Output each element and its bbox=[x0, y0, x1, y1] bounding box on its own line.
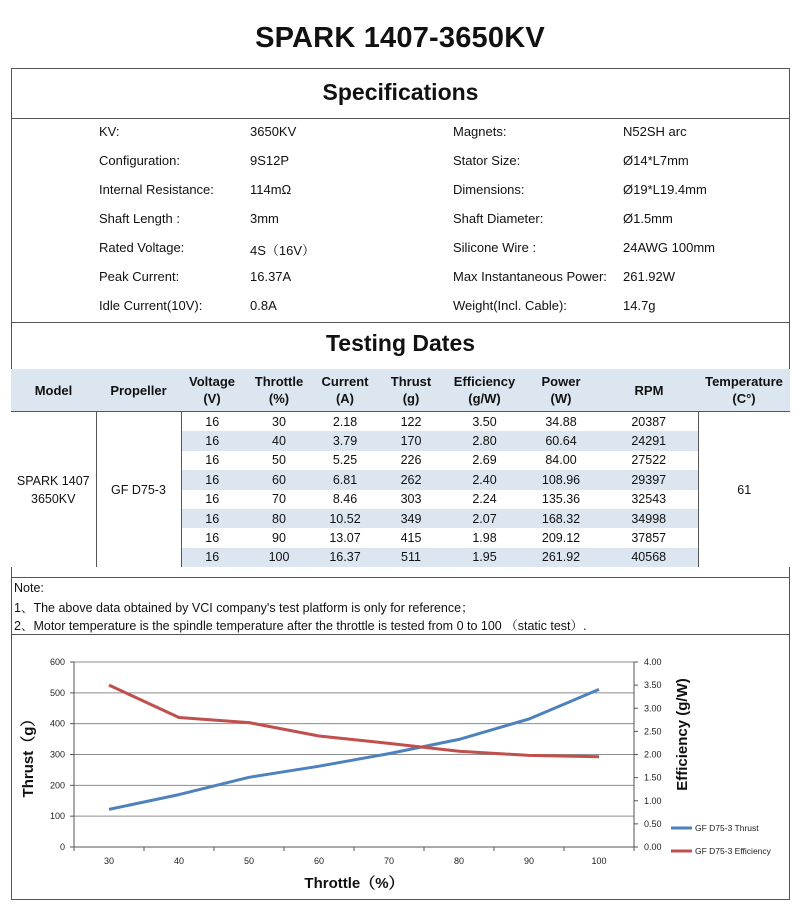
propeller-cell: GF D75-3 bbox=[96, 412, 181, 568]
table-cell: 30 bbox=[272, 414, 286, 429]
page-title: SPARK 1407-3650KV bbox=[255, 22, 545, 54]
table-cell: 24291 bbox=[600, 431, 698, 450]
table-cell: 303 bbox=[400, 492, 422, 507]
spec-label: Stator Size: bbox=[453, 153, 521, 168]
divider bbox=[11, 322, 790, 323]
spec-label: Idle Current(10V): bbox=[99, 298, 203, 313]
spec-value: 114mΩ bbox=[250, 182, 292, 197]
table-row bbox=[11, 412, 790, 432]
spec-label: Silicone Wire : bbox=[453, 240, 537, 255]
table-body bbox=[11, 412, 790, 568]
spec-value: 16.37A bbox=[250, 269, 292, 284]
table-cell: 122 bbox=[400, 414, 422, 429]
table-cell: 16 bbox=[181, 431, 243, 450]
test-data-table bbox=[11, 369, 790, 567]
spec-value: 3mm bbox=[250, 211, 279, 226]
table-cell: 261.92 bbox=[522, 548, 600, 567]
note-title: Note: bbox=[14, 581, 44, 595]
spec-label: Internal Resistance: bbox=[99, 182, 214, 197]
spec-label: Peak Current: bbox=[99, 269, 180, 284]
table-cell: 84.00 bbox=[545, 453, 577, 468]
spec-label: Dimensions: bbox=[453, 182, 525, 197]
table-cell: 349 bbox=[375, 509, 447, 528]
temperature-cell: 61 bbox=[698, 412, 790, 568]
table-cell: 16 bbox=[205, 492, 220, 507]
column-header: Thrust (g) bbox=[375, 369, 447, 412]
table-cell: 2.40 bbox=[447, 470, 522, 489]
y2-tick-label: 3.50 bbox=[644, 680, 662, 691]
spec-value: N52SH arc bbox=[623, 124, 687, 139]
specifications-heading: Specifications bbox=[322, 79, 479, 105]
table-cell: 262 bbox=[375, 470, 447, 489]
table-cell: 10.52 bbox=[315, 509, 375, 528]
x-tick-label: 50 bbox=[243, 856, 255, 866]
spec-value: 14.7g bbox=[623, 298, 656, 313]
table-cell: 50 bbox=[272, 453, 286, 468]
table-cell: 2.18 bbox=[332, 414, 358, 429]
legend-label: GF D75-3 Efficiency bbox=[695, 846, 771, 856]
table-cell: 40 bbox=[243, 431, 315, 450]
model-cell: SPARK 1407 3650KV bbox=[11, 412, 96, 568]
table-cell: 3.79 bbox=[315, 431, 375, 450]
x-tick-label: 30 bbox=[103, 856, 115, 866]
spec-value: 261.92W bbox=[623, 269, 676, 284]
y2-tick-label: 1.00 bbox=[644, 795, 662, 806]
table-cell: 6.81 bbox=[315, 470, 375, 489]
table-cell: 108.96 bbox=[522, 470, 600, 489]
y2-tick-label: 1.50 bbox=[644, 772, 662, 783]
table-cell: 8.46 bbox=[332, 492, 358, 507]
table-header-row bbox=[11, 369, 790, 412]
table-cell: 100 bbox=[243, 548, 315, 567]
spec-value: 9S12P bbox=[250, 153, 290, 168]
column-header: Throttle (%) bbox=[243, 369, 315, 412]
table-cell: 16 bbox=[205, 414, 220, 429]
table-cell: 40568 bbox=[600, 548, 698, 567]
y-tick-label: 400 bbox=[49, 718, 65, 729]
table-cell: 3.50 bbox=[472, 414, 497, 429]
table-cell: 170 bbox=[375, 431, 447, 450]
table-cell: 16 bbox=[181, 548, 243, 567]
table-cell: 16 bbox=[205, 453, 220, 468]
note-line: 1、The above data obtained by VCI company's test platform is only for reference； bbox=[14, 601, 474, 615]
spec-label: Shaft Diameter: bbox=[453, 211, 544, 226]
table-cell: 2.69 bbox=[472, 453, 497, 468]
y-tick-label: 100 bbox=[49, 811, 65, 822]
y-tick-label: 300 bbox=[49, 749, 65, 760]
table-cell: 16 bbox=[181, 470, 243, 489]
spec-label: Configuration: bbox=[99, 153, 180, 168]
x-tick-label: 80 bbox=[453, 856, 465, 866]
spec-label: Max Instantaneous Power: bbox=[453, 269, 607, 284]
column-header: Propeller bbox=[96, 369, 181, 412]
y2-axis-title: Efficiency (g/W) bbox=[674, 678, 691, 791]
x-axis-title: Throttle（%） bbox=[304, 875, 404, 892]
table-cell: 60.64 bbox=[522, 431, 600, 450]
table-cell: 5.25 bbox=[332, 453, 358, 468]
table-cell: 135.36 bbox=[541, 492, 581, 507]
table-cell: 60 bbox=[243, 470, 315, 489]
y2-tick-label: 2.50 bbox=[644, 726, 662, 737]
spec-label: Magnets: bbox=[453, 124, 507, 139]
spec-value: 3650KV bbox=[250, 124, 297, 139]
spec-value: Ø14*L7mm bbox=[623, 153, 689, 168]
divider bbox=[11, 577, 790, 578]
y-tick-label: 500 bbox=[49, 687, 65, 698]
column-header: Temperature (C°) bbox=[698, 369, 790, 412]
table-cell: 13.07 bbox=[329, 531, 361, 546]
table-cell: 226 bbox=[400, 453, 422, 468]
spec-value: 24AWG 100mm bbox=[623, 240, 715, 255]
y2-tick-label: 0.50 bbox=[644, 818, 662, 829]
y-axis-title: Thrust（g） bbox=[20, 711, 37, 798]
y-tick-label: 600 bbox=[49, 657, 65, 667]
table-cell: 415 bbox=[400, 531, 422, 546]
y2-tick-label: 4.00 bbox=[644, 657, 662, 667]
spec-value: 0.8A bbox=[250, 298, 277, 313]
table-cell: 34998 bbox=[600, 509, 698, 528]
x-tick-label: 90 bbox=[523, 856, 535, 866]
table-cell: 90 bbox=[272, 531, 286, 546]
column-header: Current (A) bbox=[315, 369, 375, 412]
table-cell: 70 bbox=[272, 492, 286, 507]
table-cell: 34.88 bbox=[545, 414, 577, 429]
spec-value: 4S（16V） bbox=[250, 243, 316, 258]
column-header: Efficiency (g/W) bbox=[447, 369, 522, 412]
table-cell: 1.98 bbox=[472, 531, 497, 546]
y2-tick-label: 3.00 bbox=[644, 703, 662, 714]
table-cell: 2.80 bbox=[447, 431, 522, 450]
spec-label: Weight(Incl. Cable): bbox=[453, 298, 567, 313]
spec-label: KV: bbox=[99, 124, 120, 139]
table-cell: 80 bbox=[243, 509, 315, 528]
column-header: Power (W) bbox=[522, 369, 600, 412]
table-cell: 2.24 bbox=[472, 492, 497, 507]
table-cell: 29397 bbox=[600, 470, 698, 489]
table-cell: 511 bbox=[375, 548, 447, 567]
x-tick-label: 70 bbox=[383, 856, 395, 866]
table-cell: 16 bbox=[181, 509, 243, 528]
note-line: 2、Motor temperature is the spindle temperature after the throttle is tested from 0 to 100 （static test）. bbox=[14, 619, 587, 633]
y2-tick-label: 2.00 bbox=[644, 749, 662, 760]
column-header: RPM bbox=[600, 369, 698, 412]
divider bbox=[11, 634, 790, 635]
y-tick-label: 200 bbox=[49, 780, 65, 791]
table-cell: 168.32 bbox=[522, 509, 600, 528]
table-cell: 2.07 bbox=[447, 509, 522, 528]
table-cell: 32543 bbox=[600, 490, 698, 509]
y2-tick-label: 0.00 bbox=[644, 842, 662, 852]
spec-label: Shaft Length : bbox=[99, 211, 180, 226]
spec-value: Ø1.5mm bbox=[623, 211, 673, 226]
table-cell: 16 bbox=[205, 531, 220, 546]
x-tick-label: 40 bbox=[173, 856, 185, 866]
table-cell: 27522 bbox=[600, 451, 698, 470]
spec-label: Rated Voltage: bbox=[99, 240, 185, 255]
table-cell: 37857 bbox=[600, 528, 698, 547]
column-header: Voltage (V) bbox=[181, 369, 243, 412]
table-cell: 1.95 bbox=[447, 548, 522, 567]
table-cell: 16.37 bbox=[315, 548, 375, 567]
table-cell: 20387 bbox=[600, 412, 698, 432]
x-tick-label: 100 bbox=[591, 856, 607, 866]
divider bbox=[11, 118, 790, 119]
testing-dates-heading: Testing Dates bbox=[325, 330, 476, 356]
column-header: Model bbox=[11, 369, 96, 412]
table-cell: 209.12 bbox=[541, 531, 581, 546]
x-tick-label: 60 bbox=[313, 856, 325, 866]
y-tick-label: 0 bbox=[59, 842, 65, 852]
legend-label: GF D75-3 Thrust bbox=[695, 823, 759, 833]
spec-value: Ø19*L19.4mm bbox=[623, 182, 707, 197]
